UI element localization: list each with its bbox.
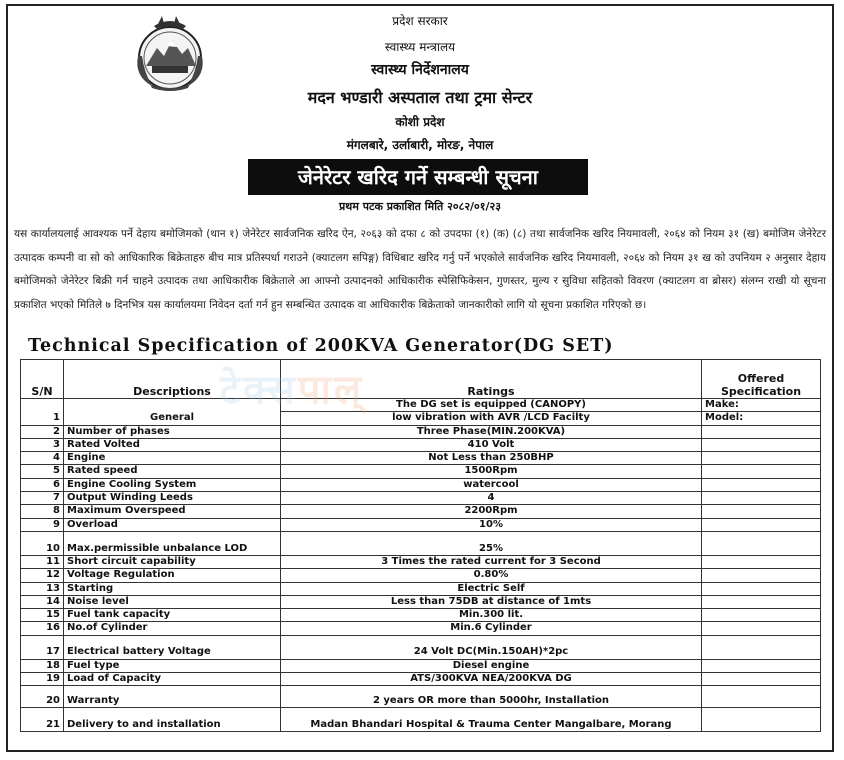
- desc-cell: Engine Cooling System: [64, 478, 281, 491]
- sn-cell: 2: [21, 425, 64, 438]
- sn-cell: 13: [21, 582, 64, 595]
- desc-cell: General: [64, 399, 281, 426]
- table-row: [21, 518, 821, 531]
- offered-make: Make:: [702, 399, 821, 412]
- rating-cell: Diesel engine: [281, 659, 702, 672]
- desc-cell: Electrical battery Voltage: [64, 635, 281, 659]
- rating-cell: low vibration with AVR /LCD Facilty: [281, 412, 702, 425]
- offered-cell[interactable]: [702, 582, 821, 595]
- rating-cell: 4: [281, 492, 702, 505]
- sn-cell: 16: [21, 622, 64, 635]
- desc-cell: Engine: [64, 452, 281, 465]
- offered-cell[interactable]: [702, 635, 821, 659]
- desc-cell: No.of Cylinder: [64, 622, 281, 635]
- table-row: [21, 425, 821, 438]
- sn-cell: 12: [21, 569, 64, 582]
- desc-cell: Number of phases: [64, 425, 281, 438]
- table-row: [21, 399, 821, 412]
- offered-cell[interactable]: [702, 595, 821, 608]
- offered-cell[interactable]: [702, 673, 821, 686]
- desc-cell: Starting: [64, 582, 281, 595]
- desc-cell: Short circuit capability: [64, 555, 281, 568]
- spec-table: [20, 359, 821, 732]
- sn-cell: 6: [21, 478, 64, 491]
- desc-cell: Overload: [64, 518, 281, 531]
- offered-cell[interactable]: [702, 531, 821, 555]
- header-province-govt: प्रदेश सरकार: [392, 14, 448, 28]
- sn-cell: 17: [21, 635, 64, 659]
- offered-cell[interactable]: [702, 555, 821, 568]
- notice-title-banner: जेनेरेटर खरिद गर्ने सम्बन्धी सूचना: [248, 159, 588, 195]
- table-row: [21, 555, 821, 568]
- rating-cell: 0.80%: [281, 569, 702, 582]
- desc-cell: Delivery to and installation: [64, 708, 281, 732]
- table-row: [21, 478, 821, 491]
- rating-cell: 24 Volt DC(Min.150AH)*2pc: [281, 635, 702, 659]
- table-row: [21, 635, 821, 659]
- table-row: [21, 686, 821, 708]
- offered-cell[interactable]: [702, 569, 821, 582]
- table-row: [21, 595, 821, 608]
- rating-cell: 10%: [281, 518, 702, 531]
- table-row: [21, 531, 821, 555]
- offered-cell[interactable]: [702, 622, 821, 635]
- sn-cell: 9: [21, 518, 64, 531]
- table-row: [21, 465, 821, 478]
- offered-cell[interactable]: [702, 518, 821, 531]
- desc-cell: Warranty: [64, 686, 281, 708]
- table-row: [21, 505, 821, 518]
- notice-body: यस कार्यालयलाई आवश्यक पर्ने देहाय बमोजिमको (थान १) जेनेरेटर सार्वजनिक खरिद ऐन, २०६३ को दफा ८ को उपदफा (१) (क) (८) तथा सार्वजनिक खरिद नियमावली, २०६४ को नियम ३१ (ख) बमोजिम जेनेरेटर उत्पादक कम्पनी वा सो को आधिकारिक बिक्रेताहरु बीच मात्र प्रतिस्पर्धा गराउने (क्याटलग सपिङ्ग) विधिबाट खरिद गर्नु पर्ने भएकोले सार्वजनिक खरिद नियमावली, २०६४ को नियम ३१ ख को उपनियम २ अनुसार देहाय बमोजिमको जेनेरेटर बिक्री गर्न चाहने उत्पादक तथा आधिकारीक बिक्रेताले आ आफ्नो उत्पादनको आधिकारीक स्पेसिफिकेसन, गुणस्तर, मुल्य र सुविधा सहितको विवरण (क्याटलग वा ब्रोसर) संलग्न राखी यो सूचना प्रकाशित भएको मितिले ७ दिनभित्र यस कार्यालयमा निवेदन दर्ता गर्न हुन सम्बन्धित उत्पादक वा आधिकारीक बिक्रेताको जानकारीको लागि यो सूचना प्रकाशित गरिएको छ।: [14, 228, 826, 311]
- desc-cell: Voltage Regulation: [64, 569, 281, 582]
- publication-date: प्रथम पटक प्रकाशित मिति २०८२/०१/२३: [339, 200, 501, 213]
- table-row: [21, 452, 821, 465]
- rating-cell: Min.300 lit.: [281, 609, 702, 622]
- rating-cell: Electric Self: [281, 582, 702, 595]
- rating-cell: ATS/300KVA NEA/200KVA DG: [281, 673, 702, 686]
- sn-cell: 8: [21, 505, 64, 518]
- sn-cell: 18: [21, 659, 64, 672]
- header-address: मंगलबारे, उर्लाबारी, मोरङ, नेपाल: [346, 138, 494, 152]
- rating-cell: Three Phase(MIN.200KVA): [281, 425, 702, 438]
- header-ministry: स्वास्थ्य मन्त्रालय: [384, 40, 456, 54]
- sn-cell: 19: [21, 673, 64, 686]
- sn-cell: 10: [21, 531, 64, 555]
- desc-cell: Fuel tank capacity: [64, 609, 281, 622]
- desc-cell: Fuel type: [64, 659, 281, 672]
- sn-cell: 20: [21, 686, 64, 708]
- header-hospital-name: मदन भण्डारी अस्पताल तथा ट्रमा सेन्टर: [307, 88, 533, 107]
- sn-cell: 4: [21, 452, 64, 465]
- table-row: [21, 609, 821, 622]
- ratings-header: Ratings: [281, 360, 702, 399]
- table-row: [21, 582, 821, 595]
- desc-cell: Rated Volted: [64, 438, 281, 451]
- offered-cell[interactable]: [702, 452, 821, 465]
- offered-cell[interactable]: [702, 609, 821, 622]
- sn-cell: 15: [21, 609, 64, 622]
- rating-cell: Madan Bhandari Hospital & Trauma Center Mangalbare, Morang: [281, 708, 702, 732]
- spec-header-row: [21, 360, 821, 399]
- desc-cell: Rated speed: [64, 465, 281, 478]
- table-row: [21, 708, 821, 732]
- desc-cell: Maximum Overspeed: [64, 505, 281, 518]
- offered-cell[interactable]: [702, 465, 821, 478]
- offered-cell[interactable]: [702, 438, 821, 451]
- sn-cell: 21: [21, 708, 64, 732]
- offered-cell[interactable]: [702, 425, 821, 438]
- header-directorate: स्वास्थ्य निर्देशनालय: [371, 62, 469, 78]
- rating-cell: Not Less than 250BHP: [281, 452, 702, 465]
- sn-cell: 14: [21, 595, 64, 608]
- rating-cell: The DG set is equipped (CANOPY): [281, 399, 702, 412]
- table-row: [21, 438, 821, 451]
- desc-cell: Output Winding Leeds: [64, 492, 281, 505]
- desc-cell: Load of Capacity: [64, 673, 281, 686]
- table-row: [21, 569, 821, 582]
- header-province: कोशी प्रदेश: [395, 115, 445, 129]
- offered-cell[interactable]: [702, 708, 821, 732]
- rating-cell: watercool: [281, 478, 702, 491]
- rating-cell: Less than 75DB at distance of 1mts: [281, 595, 702, 608]
- rating-cell: 1500Rpm: [281, 465, 702, 478]
- sn-header: S/N: [21, 360, 64, 399]
- rating-cell: Min.6 Cylinder: [281, 622, 702, 635]
- offered-cell[interactable]: [702, 492, 821, 505]
- table-row: [21, 659, 821, 672]
- sn-cell: 1: [21, 399, 64, 426]
- offered-model: Model:: [702, 412, 821, 425]
- rating-cell: 3 Times the rated current for 3 Second: [281, 555, 702, 568]
- offered-header: Offered Specification: [702, 360, 821, 399]
- offered-cell[interactable]: [702, 686, 821, 708]
- table-row: [21, 492, 821, 505]
- offered-cell[interactable]: [702, 505, 821, 518]
- offered-cell[interactable]: [702, 478, 821, 491]
- spec-title: Technical Specification of 200KVA Generator(DG SET): [28, 336, 614, 356]
- sn-cell: 3: [21, 438, 64, 451]
- rating-cell: 2 years OR more than 5000hr, Installation: [281, 686, 702, 708]
- sn-cell: 5: [21, 465, 64, 478]
- watermark: टेक्सपाल्: [220, 367, 364, 413]
- sn-cell: 7: [21, 492, 64, 505]
- desc-header: Descriptions: [64, 360, 281, 399]
- rating-cell: 410 Volt: [281, 438, 702, 451]
- desc-cell: Noise level: [64, 595, 281, 608]
- offered-cell[interactable]: [702, 659, 821, 672]
- table-row: [21, 622, 821, 635]
- sn-cell: 11: [21, 555, 64, 568]
- rating-cell: 25%: [281, 531, 702, 555]
- table-row: [21, 673, 821, 686]
- desc-cell: Max.permissible unbalance LOD: [64, 531, 281, 555]
- rating-cell: 2200Rpm: [281, 505, 702, 518]
